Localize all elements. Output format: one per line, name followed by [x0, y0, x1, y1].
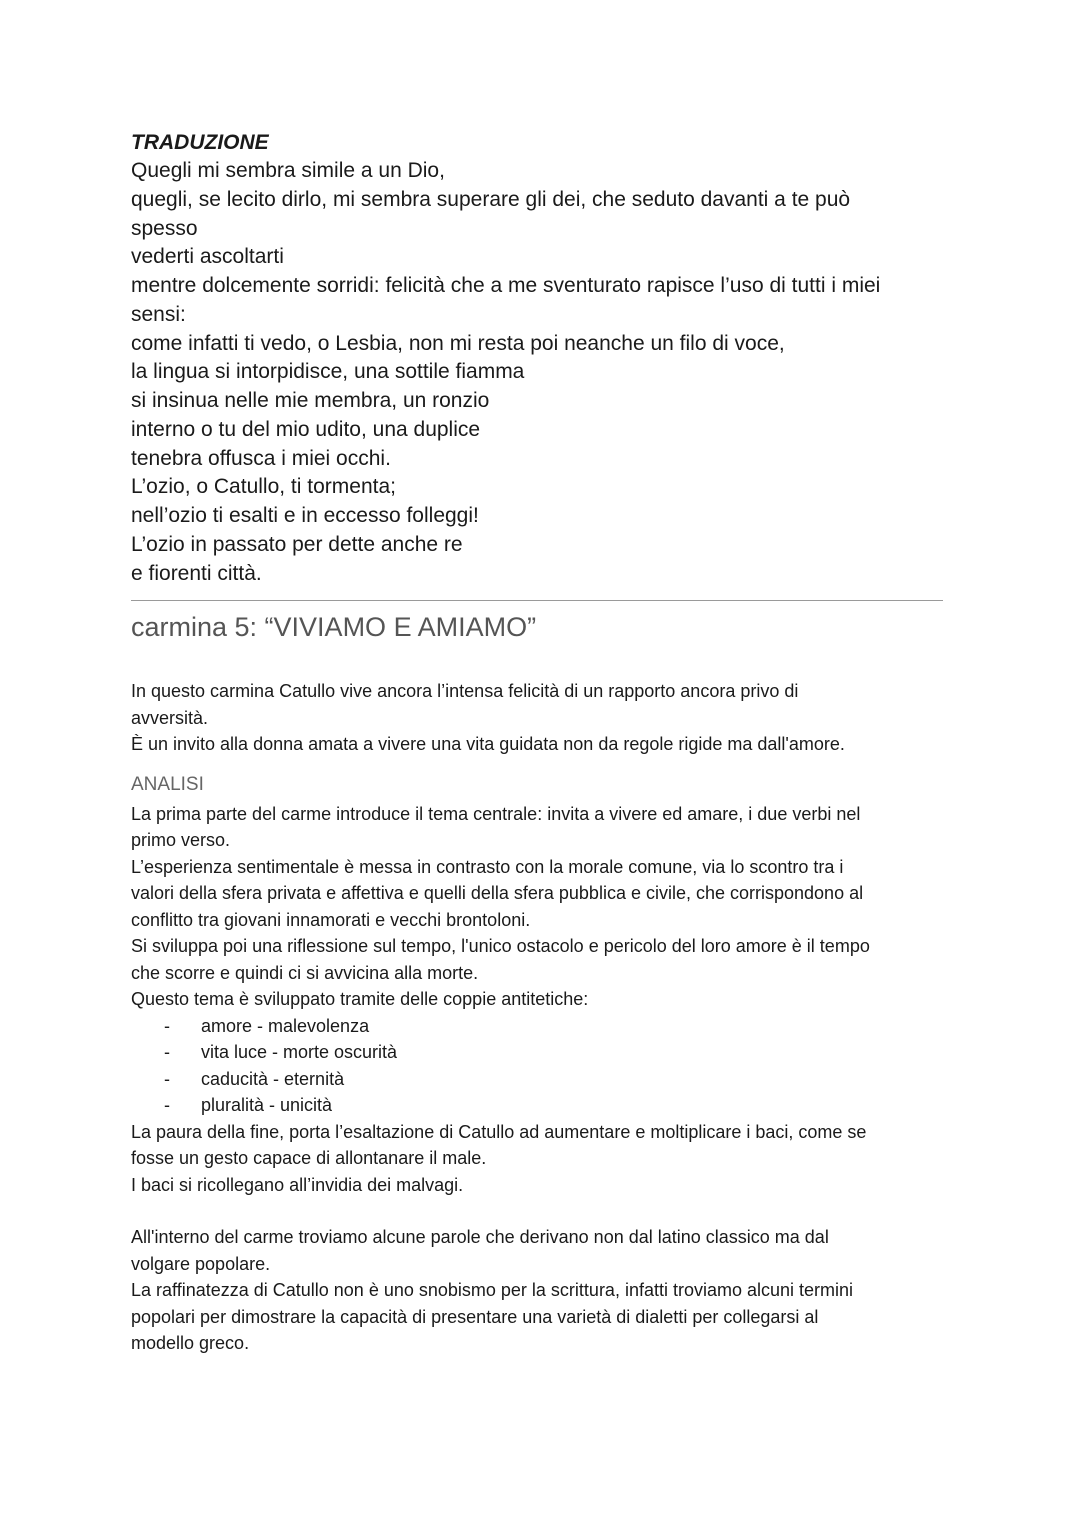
paragraph-line: I baci si ricollegano all’invidia dei malvagi. [131, 1174, 464, 1195]
verse-line: mentre dolcemente sorridi: felicità che a me sventurato rapisce l’uso di tutti i miei [131, 274, 881, 297]
section-title: carmina 5: “VIVIAMO E AMIAMO” [131, 612, 537, 643]
paragraph-line: volgare popolare. [131, 1253, 271, 1274]
list-item [131, 1039, 946, 1066]
intro-line: avversità. [131, 707, 209, 728]
analysis-line: L’esperienza sentimentale è messa in contrasto con la morale comune, via lo scontro tra i [131, 856, 844, 877]
document-page [131, 128, 946, 1357]
pair-text: pluralità - unicità [201, 1095, 333, 1116]
paragraph-line: fosse un gesto capace di allontanare il male. [131, 1148, 487, 1169]
intro-paragraph [131, 678, 946, 758]
verse-line: nell’ozio ti esalti e in eccesso folleggi! [131, 504, 479, 527]
translation-title: TRADUZIONE [131, 131, 269, 154]
paragraph-line: popolari per dimostrare la capacità di presentare una varietà di dialetti per collegarsi al [131, 1306, 819, 1327]
paragraph-line: All'interno del carme troviamo alcune parole che derivano non dal latino classico ma dal [131, 1227, 829, 1248]
translation-verses [131, 157, 946, 588]
analysis-line: La prima parte del carme introduce il tema centrale: invita a vivere ed amare, i due verbi nel [131, 803, 861, 824]
verse-line: come infatti ti vedo, o Lesbia, non mi resta poi neanche un filo di voce, [131, 331, 785, 355]
verse-line: sensi: [131, 302, 186, 326]
pair-text: caducità - eternità [201, 1068, 345, 1089]
list-dash: - [164, 1095, 170, 1116]
list-dash: - [164, 1042, 170, 1063]
paragraph-line: modello greco. [131, 1333, 250, 1354]
verse-line: interno o tu del mio udito, una duplice [131, 417, 481, 441]
verse-line: vederti ascoltarti [131, 245, 284, 269]
paragraph-line: La paura della fine, porta l’esaltazione di Catullo ad aumentare e moltiplicare i baci, come se [131, 1121, 867, 1142]
intro-line: È un invito alla donna amata a vivere una vita guidata non da regole rigide ma dall'amore. [131, 734, 845, 755]
analysis-line: Si sviluppa poi una riflessione sul tempo, l'unico ostacolo e pericolo del loro amore è il tempo [131, 936, 870, 957]
verse-line: Quegli mi sembra simile a un Dio, [131, 159, 445, 182]
list-item [131, 1013, 946, 1040]
analysis-paragraph [131, 801, 946, 1013]
antithetic-pairs-list [131, 1013, 946, 1119]
analysis-line: conflitto tra giovani innamorati e vecchi brontoloni. [131, 909, 531, 930]
verse-line: tenebra offusca i miei occhi. [131, 446, 391, 470]
verse-line: la lingua si intorpidisce, una sottile fiamma [131, 360, 525, 384]
pair-text: amore - malevolenza [201, 1015, 370, 1036]
analysis-line: Questo tema è sviluppato tramite delle coppie antitetiche: [131, 989, 589, 1010]
verse-line: spesso [131, 216, 198, 240]
list-item [131, 1092, 946, 1119]
closing-paragraph [131, 1224, 946, 1357]
after-pairs-paragraph [131, 1119, 946, 1199]
verse-line: si insinua nelle mie membra, un ronzio [131, 389, 490, 412]
analysis-line: valori della sfera privata e affettiva e quelli della sfera pubblica e civile, che corrispondono al [131, 883, 864, 904]
section-divider [131, 600, 943, 601]
analysis-heading: ANALISI [131, 773, 204, 795]
list-dash: - [164, 1068, 170, 1089]
list-dash: - [164, 1015, 170, 1036]
analysis-line: primo verso. [131, 830, 231, 851]
verse-line: L’ozio, o Catullo, ti tormenta; [131, 475, 396, 499]
pair-text: vita luce - morte oscurità [201, 1042, 398, 1063]
verse-line: e fiorenti città. [131, 561, 262, 585]
paragraph-line: La raffinatezza di Catullo non è uno snobismo per la scrittura, infatti troviamo alcuni termini [131, 1280, 854, 1301]
list-item [131, 1066, 946, 1093]
intro-line: In questo carmina Catullo vive ancora l’intensa felicità di un rapporto ancora privo di [131, 681, 799, 702]
verse-line: quegli, se lecito dirlo, mi sembra superare gli dei, che seduto davanti a te può [131, 187, 851, 211]
verse-line: L’ozio in passato per dette anche re [131, 532, 463, 556]
analysis-line: che scorre e quindi ci si avvicina alla morte. [131, 962, 479, 983]
